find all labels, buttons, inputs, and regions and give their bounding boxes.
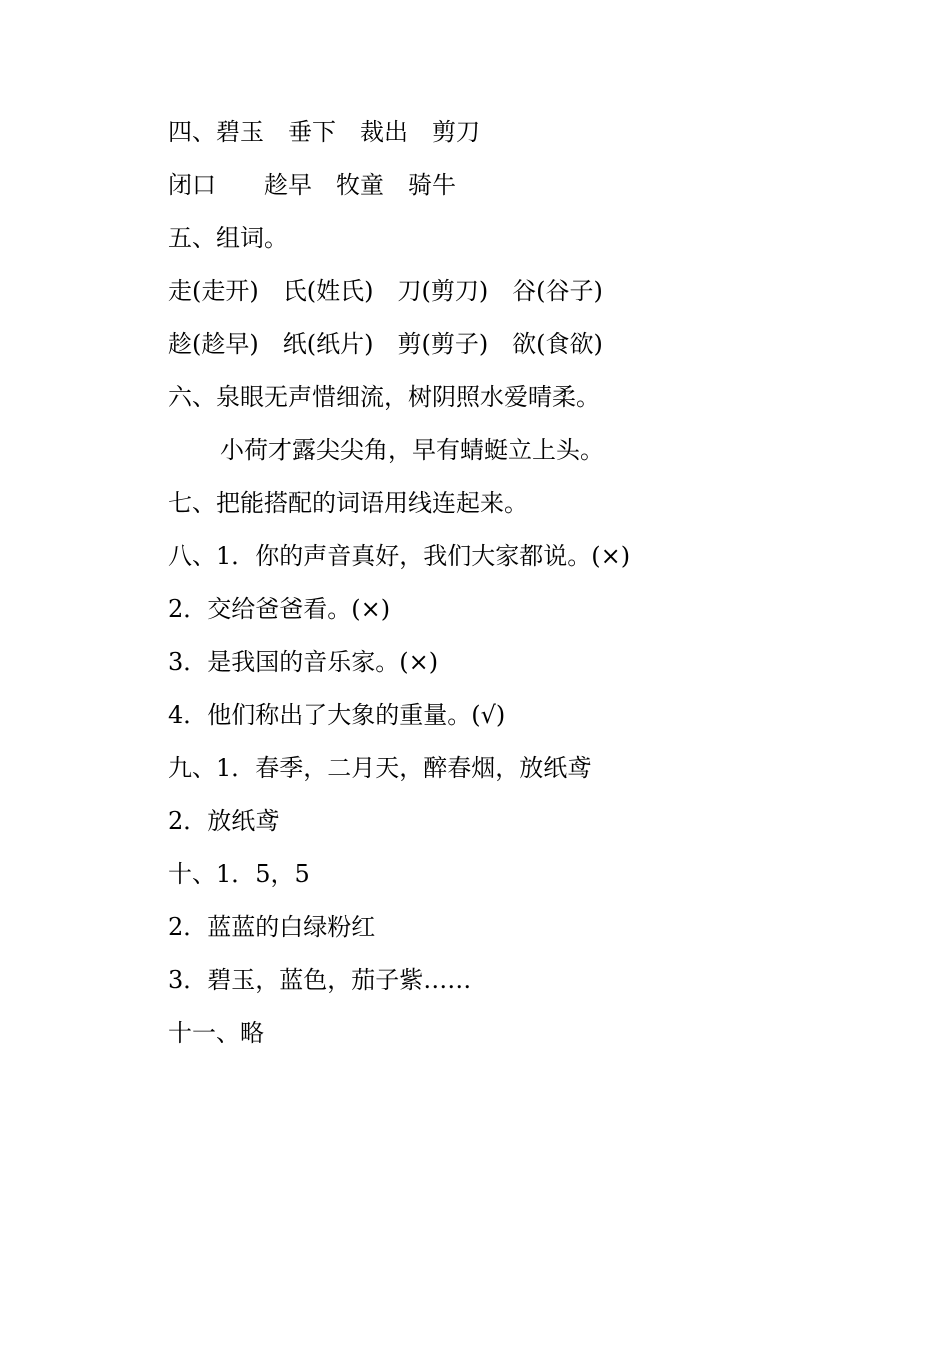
text-line: 六、泉眼无声惜细流，树阴照水爱晴柔。 <box>168 383 600 411</box>
text-line: 九、1．春季，二月天，醉春烟，放纸鸢 <box>168 754 592 782</box>
text-line: 趁(趁早) 纸(纸片) 剪(剪子) 欲(食欲) <box>168 330 603 358</box>
text-line: 小荷才露尖尖角，早有蜻蜓立上头。 <box>220 436 604 464</box>
text-line: 八、1．你的声音真好，我们大家都说。(×) <box>168 542 631 570</box>
text-line: 2．交给爸爸看。(×) <box>168 595 391 623</box>
text-line: 十一、略 <box>168 1019 264 1047</box>
text-line: 闭口 趁早 牧童 骑牛 <box>168 171 456 199</box>
text-line: 4．他们称出了大象的重量。(√) <box>168 701 506 729</box>
answer-lines <box>168 112 868 1066</box>
text-line: 2．放纸鸢 <box>168 807 280 835</box>
text-line: 3．碧玉，蓝色，茄子紫…… <box>168 966 472 994</box>
text-line: 四、碧玉 垂下 裁出 剪刀 <box>168 118 480 146</box>
text-line: 走(走开) 氏(姓氏) 刀(剪刀) 谷(谷子) <box>168 277 603 305</box>
text-line: 五、组词。 <box>168 224 288 252</box>
text-line: 十、1．5，5 <box>168 860 310 888</box>
text-line: 3．是我国的音乐家。(×) <box>168 648 439 676</box>
text-line: 七、把能搭配的词语用线连起来。 <box>168 489 528 517</box>
text-line: 2．蓝蓝的白绿粉红 <box>168 913 376 941</box>
